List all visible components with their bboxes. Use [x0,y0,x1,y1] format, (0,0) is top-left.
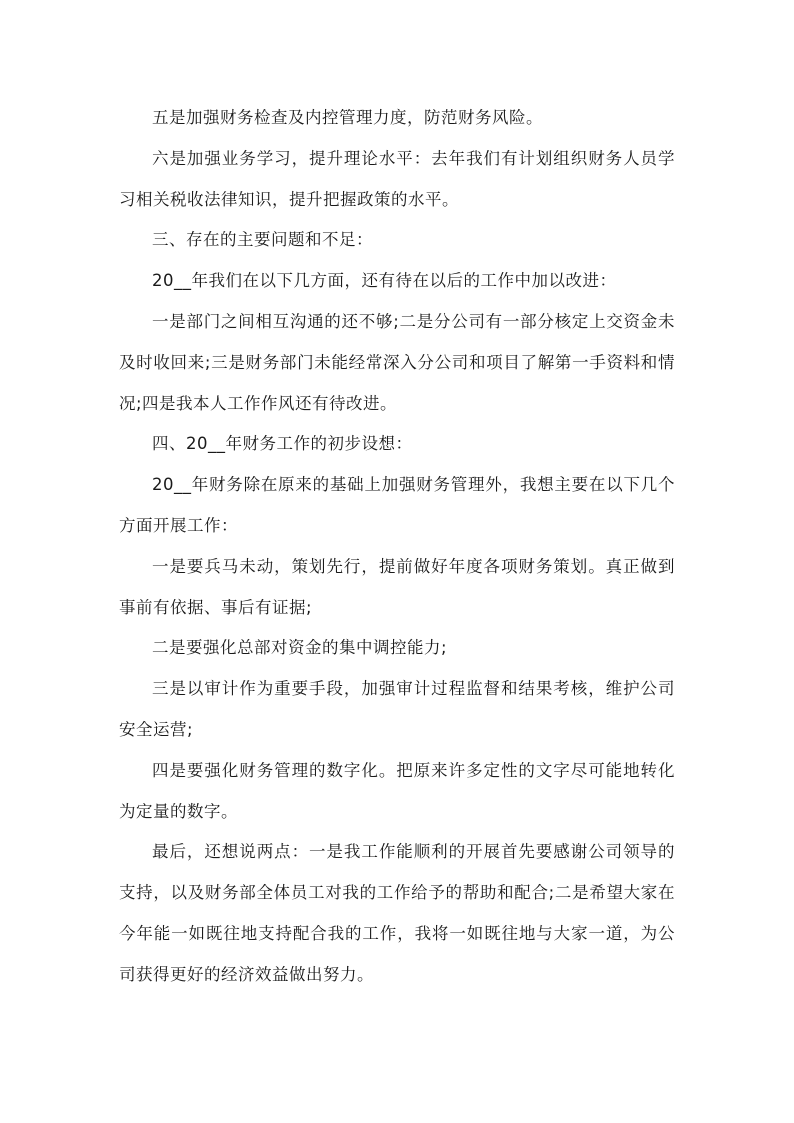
paragraph-business-study: 六是加强业务学习，提升理论水平：去年我们有计划组织财务人员学习相关税收法律知识，提升把握政策的水平。 [119,148,675,209]
paragraph-internal-control: 五是加强财务检查及内控管理力度，防范财务风险。 [152,108,543,127]
paragraph-closing: 最后，还想说两点：一是我工作能顺利的开展首先要感谢公司领导的支持，以及财务部全体员工对我的工作给予的帮助和配合;二是希望大家在今年能一如既往地支持配合我的工作，我将一如既往地与大家一道，为公司获得更好的经济效益做出努力。 [119,842,675,984]
heading-problems: 三、存在的主要问题和不足： [152,230,373,250]
paragraph-plan-two: 二是要强化总部对资金的集中调控能力; [152,638,448,658]
paragraph-plan-three: 三是以审计作为重要手段，加强审计过程监督和结果考核，维护公司安全运营; [119,679,675,739]
paragraph-improvements-intro: 20__年我们在以下几方面，还有待在以后的工作中加以改进： [152,271,617,291]
heading-plans: 四、20__年财务工作的初步设想： [152,434,413,454]
document-body [119,98,675,996]
paragraph-plan-four: 四是要强化财务管理的数字化。把原来许多定性的文字尽可能地转化为定量的数字。 [119,760,675,821]
paragraph-plans-intro: 20__年财务除在原来的基础上加强财务管理外，我想主要在以下几个方面开展工作： [119,475,675,535]
paragraph-plan-one: 一是要兵马未动，策划先行，提前做好年度各项财务策划。真正做到事前有依据、事后有证据; [119,556,675,617]
paragraph-problems-list: 一是部门之间相互沟通的还不够;二是分公司有一部分核定上交资金未及时收回来;三是财务部门未能经常深入分公司和项目了解第一手资料和情况;四是我本人工作作风还有待改进。 [119,311,675,413]
